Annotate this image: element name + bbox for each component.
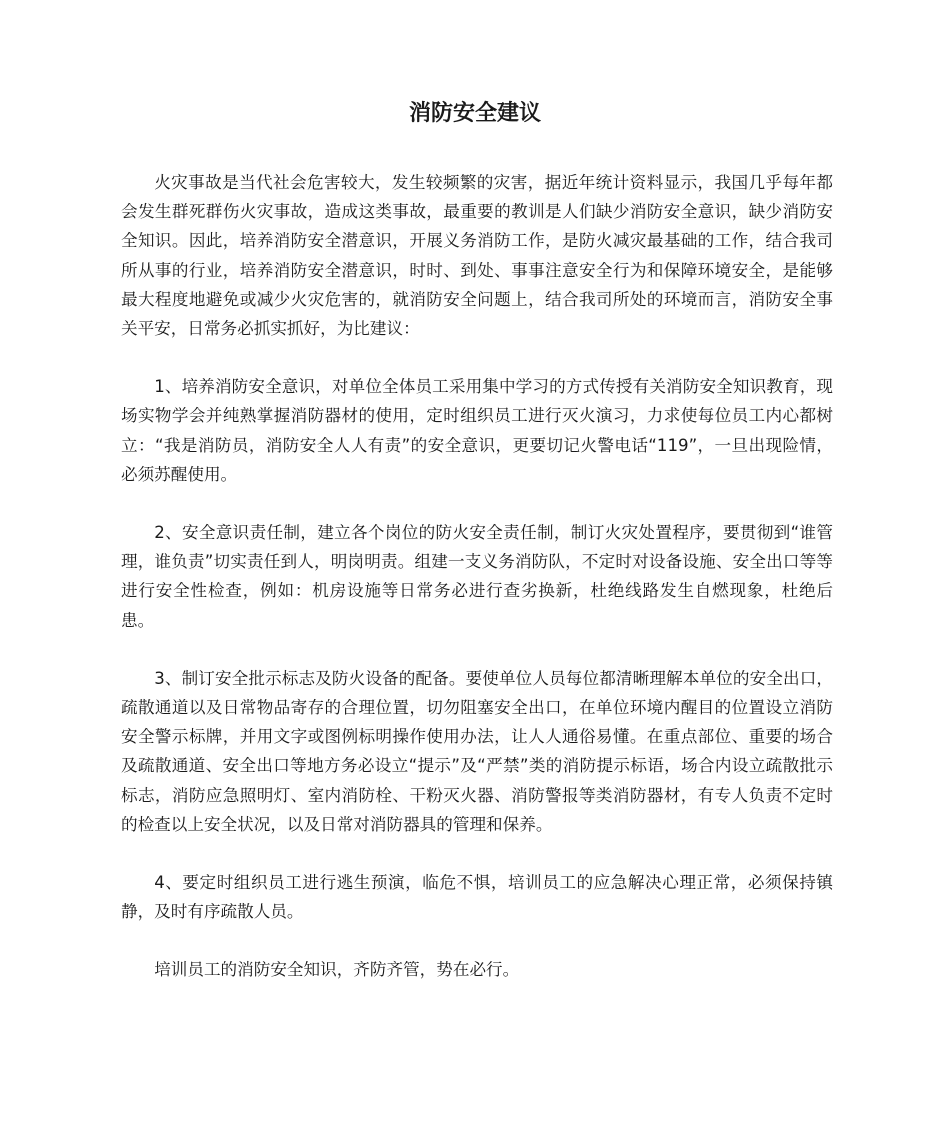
paragraph-item-4: 4、要定时组织员工进行逃生预演，临危不惧，培训员工的应急解决心理正常，必须保持镇静，及时有序疏散人员。 [121, 873, 833, 922]
paragraph-item-2: 2、安全意识责任制，建立各个岗位的防火安全责任制，制订火灾处置程序，要贯彻到“谁管理，谁负责”切实责任到人，明岗明责。组建一支义务消防队，不定时对设备设施、安全出口等等进行安全性检查，例如：机房设施等日常务必进行查劣换新，杜绝线路发生自燃现象，杜绝后患。 [121, 523, 833, 630]
document-title: 消防安全建议 [408, 101, 541, 126]
paragraph-conclusion: 培训员工的消防安全知识，齐防齐管，势在必行。 [154, 960, 520, 980]
paragraph-item-3: 3、制订安全批示标志及防火设备的配备。要使单位人员每位都清晰理解本单位的安全出口，疏散通道以及日常物品寄存的合理位置，切勿阻塞安全出口，在单位环境内醒目的位置设立消防安全警示标牌，并用文字或图例标明操作使用办法，让人人通俗易懂。在重点部位、重要的场合及疏散通道、安全出口等地方务必设立“提示”及“严禁”类的消防提示标语，场合内设立疏散批示标志，消防应急照明灯、室内消防栓、干粉灭火器、消防警报等类消防器材，有专人负责不定时的检查以上安全状况，以及日常对消防器具的管理和保养。 [121, 668, 833, 834]
paragraph-item-1: 1、培养消防安全意识，对单位全体员工采用集中学习的方式传授有关消防安全知识教育，现场实物学会并纯熟掌握消防器材的使用，定时组织员工进行灭火演习，力求使每位员工内心都树立：“我是消防员，消防安全人人有责”的安全意识，更要切记火警电话“119”，一旦出现险情，必须苏醒使用。 [121, 377, 833, 484]
paragraph-intro: 火灾事故是当代社会危害较大，发生较频繁的灾害，据近年统计资料显示，我国几乎每年都会发生群死群伤火灾事故，造成这类事故，最重要的教训是人们缺少消防安全意识，缺少消防安全知识。因此，培养消防安全潜意识，开展义务消防工作，是防火减灾最基础的工作，结合我司所从事的行业，培养消防安全潜意识，时时、到处、事事注意安全行为和保障环境安全，是能够最大程度地避免或减少火灾危害的，就消防安全问题上，结合我司所处的环境而言，消防安全事关平安，日常务必抓实抓好，为比建议： [121, 173, 833, 339]
document-body [121, 168, 833, 1014]
